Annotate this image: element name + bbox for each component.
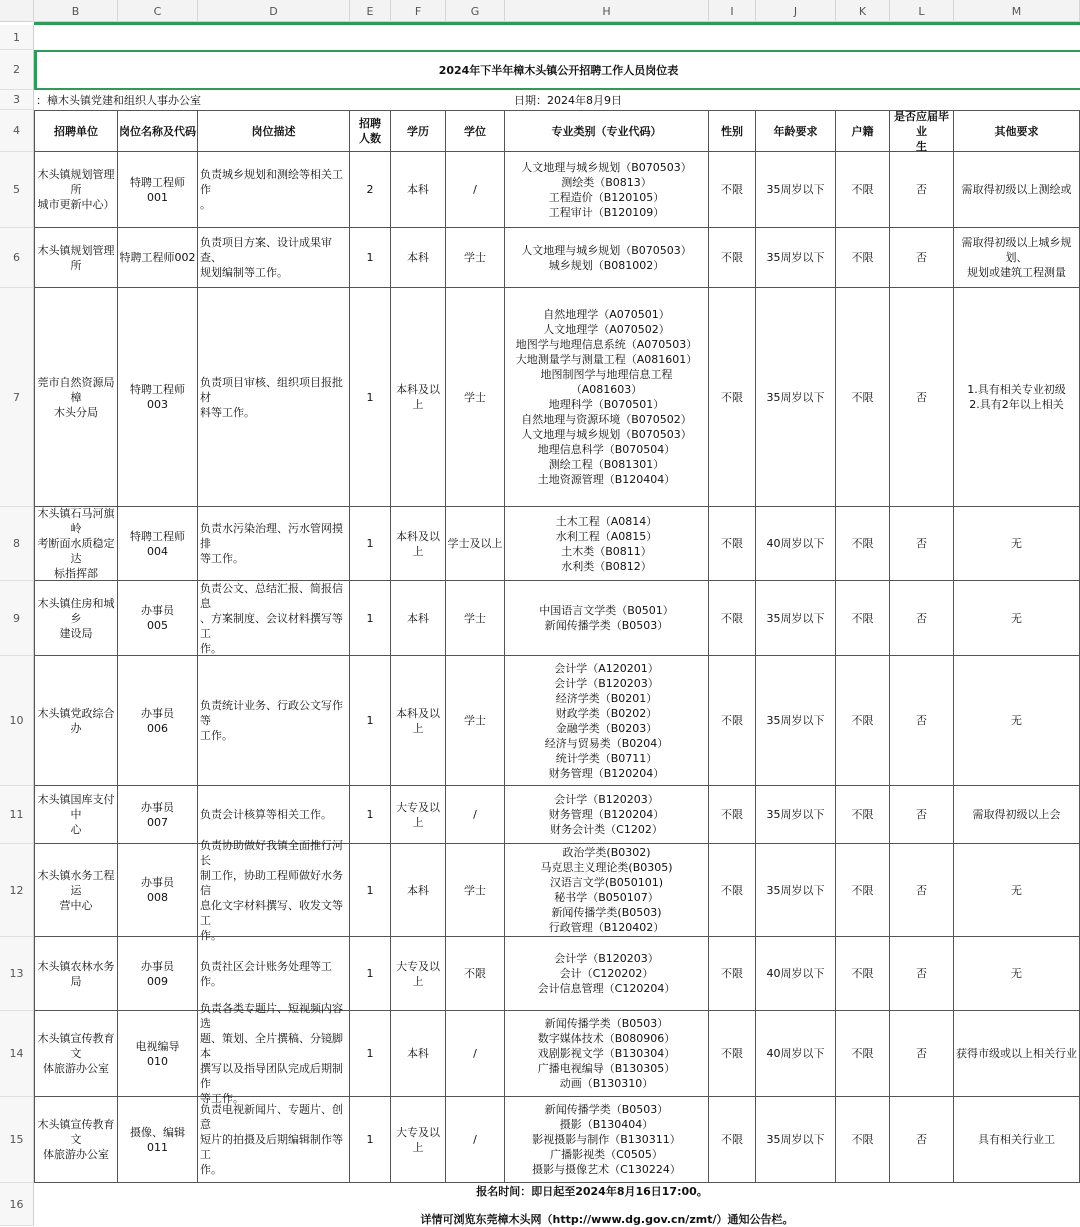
table-cell[interactable]: 不限: [836, 152, 890, 228]
table-cell[interactable]: 办事员 007: [118, 786, 198, 844]
column-header-J[interactable]: J: [756, 0, 836, 22]
table-cell[interactable]: 40周岁以下: [756, 1011, 836, 1097]
table-cell[interactable]: 会计学（B120203） 会计（C120202） 会计信息管理（C120204）: [505, 937, 709, 1011]
table-cell[interactable]: 办事员 009: [118, 937, 198, 1011]
table-cell[interactable]: 负责项目审核、组织项目报批材 料等工作。: [198, 288, 350, 507]
table-cell[interactable]: 否: [890, 581, 954, 656]
column-header-K[interactable]: K: [836, 0, 890, 22]
table-cell[interactable]: 负责各类专题片、短视频内容选 题、策划、全片撰稿、分镜脚本 撰写以及指导团队完成后期制作 等工作。: [198, 1011, 350, 1097]
table-cell[interactable]: 否: [890, 152, 954, 228]
table-cell[interactable]: 莞市自然资源局樟 木头分局: [34, 288, 118, 507]
table-cell[interactable]: 不限: [709, 937, 756, 1011]
page-title: 2024年下半年樟木头镇公开招聘工作人员岗位表: [34, 50, 1080, 90]
table-cell[interactable]: 不限: [836, 288, 890, 507]
row-header-13[interactable]: 13: [0, 937, 34, 1011]
table-cell[interactable]: 负责电视新闻片、专题片、创意 短片的拍摄及后期编辑制作等工 作。: [198, 1097, 350, 1183]
table-cell[interactable]: 木头镇规划管理所 城市更新中心）: [34, 152, 118, 228]
header-2[interactable]: 岗位名称及代码: [118, 110, 198, 152]
table-cell[interactable]: 学士: [446, 228, 505, 288]
header-12[interactable]: 其他要求: [954, 110, 1080, 152]
table-cell[interactable]: 本科及以上: [391, 507, 446, 581]
table-cell[interactable]: 不限: [836, 1097, 890, 1183]
table-cell[interactable]: 木头镇住房和城乡 建设局: [34, 581, 118, 656]
header-11[interactable]: 是否应届毕业 生: [890, 110, 954, 152]
table-cell[interactable]: 不限: [836, 786, 890, 844]
table-cell[interactable]: 木头镇农林水务局: [34, 937, 118, 1011]
table-cell[interactable]: 具有相关行业工: [954, 1097, 1080, 1183]
table-cell[interactable]: 不限: [709, 228, 756, 288]
table-cell[interactable]: 40周岁以下: [756, 937, 836, 1011]
table-cell[interactable]: 不限: [446, 937, 505, 1011]
table-cell[interactable]: 木头镇规划管理所: [34, 228, 118, 288]
header-1[interactable]: 招聘单位: [34, 110, 118, 152]
table-cell[interactable]: 不限: [709, 152, 756, 228]
table-cell[interactable]: 35周岁以下: [756, 844, 836, 937]
table-cell[interactable]: 木头镇水务工程运 营中心: [34, 844, 118, 937]
row-header-14[interactable]: 14: [0, 1011, 34, 1097]
table-cell[interactable]: 会计学（B120203） 财务管理（B120204） 财务会计类（C1202）: [505, 786, 709, 844]
table-cell[interactable]: 不限: [709, 507, 756, 581]
table-cell[interactable]: 负责公文、总结汇报、简报信息 、方案制度、会议材料撰写等工 作。: [198, 581, 350, 656]
table-cell[interactable]: 办事员 008: [118, 844, 198, 937]
row-header-4[interactable]: 4: [0, 110, 34, 152]
row-header-2[interactable]: 2: [0, 50, 34, 90]
table-cell[interactable]: 本科及以上: [391, 288, 446, 507]
table-cell[interactable]: 学士及以上: [446, 507, 505, 581]
table-cell[interactable]: 办事员 005: [118, 581, 198, 656]
column-header-D[interactable]: D: [198, 0, 350, 22]
table-cell[interactable]: 人文地理与城乡规划（B070503） 城乡规划（B081002）: [505, 228, 709, 288]
table-cell[interactable]: 特聘工程师 001: [118, 152, 198, 228]
row-header-1[interactable]: 1: [0, 25, 34, 50]
row-header-5[interactable]: 5: [0, 152, 34, 228]
date-text: 日期：2024年8月9日: [514, 94, 622, 107]
table-cell[interactable]: 1: [350, 937, 391, 1011]
table-cell[interactable]: 负责协助做好我镇全面推行河长 制工作，协助工程师做好水务信 息化文字材料撰写、收发文等工 作。: [198, 844, 350, 937]
table-cell[interactable]: 无: [954, 656, 1080, 786]
table-cell[interactable]: 摄像、编辑 011: [118, 1097, 198, 1183]
table-cell[interactable]: 不限: [709, 786, 756, 844]
header-10[interactable]: 户籍: [836, 110, 890, 152]
footer-registration: 报名时间：即日起至2024年8月16日17:00。: [476, 1185, 708, 1198]
table-cell[interactable]: 新闻传播学类（B0503） 数字媒体技术（B080906） 戏剧影视文学（B130304） 广播电视编导（B130305） 动画（B130310）: [505, 1011, 709, 1097]
table-cell[interactable]: 大专及以上: [391, 1097, 446, 1183]
table-cell[interactable]: 不限: [836, 1011, 890, 1097]
row-header-6[interactable]: 6: [0, 228, 34, 288]
table-cell[interactable]: 大专及以上: [391, 786, 446, 844]
table-cell[interactable]: 1: [350, 1011, 391, 1097]
row-header-9[interactable]: 9: [0, 581, 34, 656]
header-5[interactable]: 学历: [391, 110, 446, 152]
table-cell[interactable]: 人文地理与城乡规划（B070503） 测绘类（B0813） 工程造价（B120105） 工程审计（B120109）: [505, 152, 709, 228]
table-cell[interactable]: 特聘工程师 004: [118, 507, 198, 581]
table-cell[interactable]: 否: [890, 937, 954, 1011]
table-cell[interactable]: 会计学（A120201） 会计学（B120203） 经济学类（B0201） 财政学类（B0202） 金融学类（B0203） 经济与贸易类（B0204） 统计学类（B0711） 财务管理（B120204）: [505, 656, 709, 786]
table-cell[interactable]: 新闻传播学类（B0503） 摄影（B130404） 影视摄影与制作（B130311） 广播影视类（C0505） 摄影与摄像艺术（C130224）: [505, 1097, 709, 1183]
row-header-12[interactable]: 12: [0, 844, 34, 937]
table-cell[interactable]: 学士: [446, 288, 505, 507]
table-cell[interactable]: 不限: [836, 656, 890, 786]
table-cell[interactable]: 不限: [709, 656, 756, 786]
table-cell[interactable]: 木头镇党政综合办: [34, 656, 118, 786]
header-4[interactable]: 招聘 人数: [350, 110, 391, 152]
table-cell[interactable]: 否: [890, 786, 954, 844]
table-cell[interactable]: 无: [954, 507, 1080, 581]
table-cell[interactable]: 否: [890, 844, 954, 937]
select-all-corner[interactable]: [0, 0, 34, 22]
table-cell[interactable]: 不限: [709, 1097, 756, 1183]
column-header-I[interactable]: I: [709, 0, 756, 22]
table-cell[interactable]: 无: [954, 937, 1080, 1011]
table-cell[interactable]: 否: [890, 507, 954, 581]
header-3[interactable]: 岗位描述: [198, 110, 350, 152]
table-cell[interactable]: 40周岁以下: [756, 507, 836, 581]
table-cell[interactable]: 35周岁以下: [756, 228, 836, 288]
selection-highlight-bar: [34, 22, 1080, 25]
table-cell[interactable]: 负责社区会计账务处理等工作。: [198, 937, 350, 1011]
table-cell[interactable]: 35周岁以下: [756, 656, 836, 786]
table-cell[interactable]: 木头镇宣传教育文 体旅游办公室: [34, 1011, 118, 1097]
row-header-16[interactable]: 16: [0, 1183, 34, 1226]
table-cell[interactable]: 学士: [446, 656, 505, 786]
table-cell[interactable]: 否: [890, 1097, 954, 1183]
table-cell[interactable]: 土木工程（A0814） 水利工程（A0815） 土木类（B0811） 水利类（B0812）: [505, 507, 709, 581]
row-header-8[interactable]: 8: [0, 507, 34, 581]
table-cell[interactable]: 需取得初级以上会: [954, 786, 1080, 844]
table-cell[interactable]: 1: [350, 786, 391, 844]
table-cell[interactable]: 不限: [836, 937, 890, 1011]
table-cell[interactable]: 木头镇石马河旗岭 考断面水质稳定达 标指挥部: [34, 507, 118, 581]
table-cell[interactable]: 负责项目方案、设计成果审查、 规划编制等工作。: [198, 228, 350, 288]
organizer-text: ：樟木头镇党建和组织人事办公室: [36, 94, 201, 107]
table-cell[interactable]: 否: [890, 656, 954, 786]
column-header-E[interactable]: E: [350, 0, 391, 22]
table-cell[interactable]: 政治学类(B0302) 马克思主义理论类(B0305) 汉语言文学(B050101) 秘书学（B050107） 新闻传播学类(B0503) 行政管理（B120402）: [505, 844, 709, 937]
table-cell[interactable]: 负责水污染治理、污水管网摸排 等工作。: [198, 507, 350, 581]
table-cell[interactable]: 35周岁以下: [756, 581, 836, 656]
table-cell[interactable]: 1: [350, 507, 391, 581]
footer-details: 详情可浏览东莞樟木头网（http://www.dg.gov.cn/zmt/）通知公告栏。: [420, 1213, 794, 1226]
table-cell[interactable]: 负责会计核算等相关工作。: [198, 786, 350, 844]
row-header-10[interactable]: 10: [0, 656, 34, 786]
table-cell[interactable]: 无: [954, 581, 1080, 656]
table-cell[interactable]: /: [446, 1097, 505, 1183]
header-8[interactable]: 性别: [709, 110, 756, 152]
row-header-15[interactable]: 15: [0, 1097, 34, 1183]
table-cell[interactable]: 35周岁以下: [756, 786, 836, 844]
header-6[interactable]: 学位: [446, 110, 505, 152]
table-cell[interactable]: /: [446, 1011, 505, 1097]
table-cell[interactable]: 35周岁以下: [756, 152, 836, 228]
table-cell[interactable]: 特聘工程师002: [118, 228, 198, 288]
table-cell[interactable]: 1: [350, 656, 391, 786]
table-cell[interactable]: 2: [350, 152, 391, 228]
row-header-3[interactable]: 3: [0, 90, 34, 110]
table-cell[interactable]: 不限: [709, 1011, 756, 1097]
table-cell[interactable]: 办事员 006: [118, 656, 198, 786]
table-cell[interactable]: 需取得初级以上城乡规划、 规划或建筑工程测量: [954, 228, 1080, 288]
table-cell[interactable]: 本科: [391, 581, 446, 656]
table-cell[interactable]: 负责统计业务、行政公文写作等 工作。: [198, 656, 350, 786]
table-cell[interactable]: 不限: [709, 288, 756, 507]
table-cell[interactable]: 本科: [391, 152, 446, 228]
table-cell[interactable]: 木头镇国库支付中 心: [34, 786, 118, 844]
table-cell[interactable]: 本科: [391, 1011, 446, 1097]
column-header-L[interactable]: L: [890, 0, 954, 22]
table-cell[interactable]: 大专及以上: [391, 937, 446, 1011]
table-cell[interactable]: 获得市级或以上相关行业: [954, 1011, 1080, 1097]
table-cell[interactable]: 无: [954, 844, 1080, 937]
table-cell[interactable]: 1: [350, 288, 391, 507]
table-cell[interactable]: 不限: [836, 507, 890, 581]
column-header-H[interactable]: H: [505, 0, 709, 22]
table-cell[interactable]: 电视编导 010: [118, 1011, 198, 1097]
table-cell[interactable]: 学士: [446, 581, 505, 656]
table-cell[interactable]: 不限: [836, 228, 890, 288]
table-cell[interactable]: 1: [350, 1097, 391, 1183]
table-cell[interactable]: 中国语言文学类（B0501） 新闻传播学类（B0503）: [505, 581, 709, 656]
column-header-M[interactable]: M: [954, 0, 1080, 22]
table-cell[interactable]: 35周岁以下: [756, 288, 836, 507]
table-cell[interactable]: 否: [890, 288, 954, 507]
table-cell[interactable]: 学士: [446, 844, 505, 937]
row-header-7[interactable]: 7: [0, 288, 34, 507]
column-header-F[interactable]: F: [391, 0, 446, 22]
table-cell[interactable]: 否: [890, 1011, 954, 1097]
table-cell[interactable]: 1: [350, 581, 391, 656]
table-cell[interactable]: 1.具有相关专业初级 2.具有2年以上相关: [954, 288, 1080, 507]
table-cell[interactable]: 不限: [836, 844, 890, 937]
header-7[interactable]: 专业类别（专业代码）: [505, 110, 709, 152]
column-header-B[interactable]: B: [34, 0, 118, 22]
column-header-C[interactable]: C: [118, 0, 198, 22]
table-cell[interactable]: /: [446, 786, 505, 844]
table-cell[interactable]: /: [446, 152, 505, 228]
table-cell[interactable]: 本科及以上: [391, 656, 446, 786]
table-cell[interactable]: 35周岁以下: [756, 1097, 836, 1183]
table-cell[interactable]: 本科: [391, 228, 446, 288]
table-cell[interactable]: 需取得初级以上测绘或: [954, 152, 1080, 228]
table-cell[interactable]: 特聘工程师 003: [118, 288, 198, 507]
table-cell[interactable]: 不限: [709, 581, 756, 656]
row-header-11[interactable]: 11: [0, 786, 34, 844]
table-cell[interactable]: 不限: [836, 581, 890, 656]
table-cell[interactable]: 否: [890, 228, 954, 288]
table-cell[interactable]: 1: [350, 228, 391, 288]
table-cell[interactable]: 自然地理学（A070501） 人文地理学（A070502） 地图学与地理信息系统（A070503） 大地测量学与测量工程（A081601） 地图制图学与地理信息工程（A081603） 地理科学（B070501） 自然地理与资源环境（B070502） 人文地理与城乡规划（B070503） 地理信息科学（B070504） 测绘工程（B081301） 土地资源管理（B120404）: [505, 288, 709, 507]
table-cell[interactable]: 本科: [391, 844, 446, 937]
column-header-G[interactable]: G: [446, 0, 505, 22]
table-cell[interactable]: 木头镇宣传教育文 体旅游办公室: [34, 1097, 118, 1183]
table-cell[interactable]: 不限: [709, 844, 756, 937]
table-cell[interactable]: 1: [350, 844, 391, 937]
table-cell[interactable]: 负责城乡规划和测绘等相关工作 。: [198, 152, 350, 228]
header-9[interactable]: 年龄要求: [756, 110, 836, 152]
